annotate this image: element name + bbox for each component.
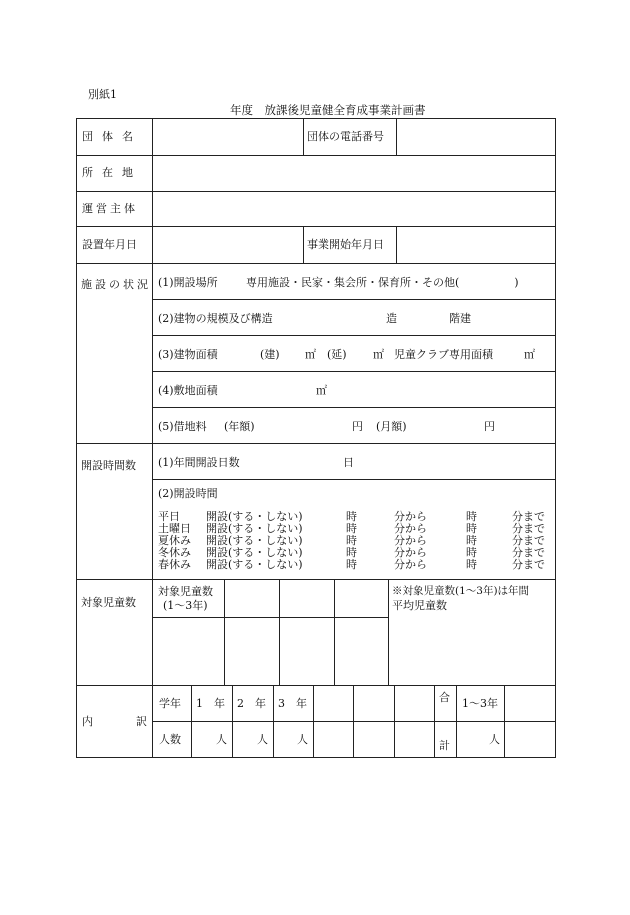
facility-area-m2c: ㎡ [524,348,535,361]
row-line [152,335,556,336]
row-line [76,443,556,444]
schedule-open: 開設(する・しない) [206,558,303,571]
row-line [76,191,556,192]
breakdown-grade3: 3 年 [278,697,307,710]
schedule-ji1: 時 [346,558,357,571]
label-start-date: 事業開始年月日 [307,238,384,251]
schedule-from: 分から [394,546,427,559]
label-phone: 団体の電話番号 [307,130,384,143]
breakdown-total-2: 計 [439,739,450,752]
schedule-day: 土曜日 [158,522,191,535]
col-line [232,685,233,758]
schedule-ji2-column [466,511,477,571]
schedule-from-column [394,511,427,571]
facility-area-label: (3)建物面積 [158,348,218,361]
label-breakdown-2: 訳 [136,715,147,728]
row-line [76,263,556,264]
children-note-1: ※対象児童数(1〜3年)は年間 [392,585,530,597]
breakdown-nin1: 人 [216,733,227,746]
facility-structure-label: (2)建物の規模及び構造 [158,312,273,325]
schedule-from: 分から [394,522,427,535]
schedule-until-column [512,511,545,571]
breakdown-range: 1〜3年 [462,697,498,710]
facility-area-m2b: ㎡ [373,348,384,361]
label-facility: 施設の状況 [81,278,151,291]
schedule-open-column [206,511,303,571]
schedule-day: 春休み [158,558,191,571]
col-line [224,579,225,685]
label-org-name: 団体名 [82,130,142,143]
facility-structure-kai: 階建 [449,312,471,325]
row-line [152,479,556,480]
facility-area-ken: (建) [260,348,280,361]
facility-rent-label: (5)借地料 [158,420,207,433]
col-line [396,118,397,155]
row-line [152,299,556,300]
col-line [353,685,354,758]
row-line [76,579,556,580]
facility-area-m2a: ㎡ [305,348,316,361]
facility-area-club: 児童クラブ専用面積 [394,348,493,361]
schedule-from: 分から [394,534,427,547]
label-established: 設置年月日 [82,238,137,251]
facility-area-en: (延) [327,348,347,361]
facility-place-options: 専用施設・民家・集会所・保育所・その他( ) [246,276,519,289]
breakdown-nin3: 人 [297,733,308,746]
col-line [191,685,192,758]
schedule-until: 分まで [512,558,545,571]
row-line [76,155,556,156]
col-line [303,226,304,263]
schedule-open: 開設(する・しない) [206,534,303,547]
schedule-day-column [158,511,191,571]
schedule-until: 分まで [512,510,545,523]
schedule-from: 分から [394,558,427,571]
label-operator: 運営主体 [82,202,138,215]
label-location: 所在地 [82,166,142,179]
breakdown-count: 人数 [159,733,181,746]
border-right [555,118,556,758]
schedule-until: 分まで [512,522,545,535]
schedule-ji1: 時 [346,510,357,523]
children-note-2: 平均児童数 [392,599,447,612]
row-line [152,371,556,372]
schedule-ji2: 時 [466,558,477,571]
col-line [394,685,395,758]
children-count-label-2: (1〜3年) [163,599,208,612]
appendix-label: 別紙1 [88,88,117,101]
label-breakdown-1: 内 [82,715,93,728]
hours-time-label: (2)開設時間 [158,487,218,500]
schedule-until: 分まで [512,546,545,559]
schedule-ji2: 時 [466,522,477,535]
facility-rent-month: (月額) [376,420,407,433]
schedule-open: 開設(する・しない) [206,546,303,559]
children-count-label-1: 対象児童数 [158,585,213,598]
schedule-ji1-column [346,511,357,571]
facility-rent-yen1: 円 [352,420,363,433]
schedule-day: 冬休み [158,546,191,559]
row-line [76,226,556,227]
col-line [313,685,314,758]
breakdown-grade2: 2 年 [237,697,266,710]
row-line [76,685,556,686]
row-line [152,721,556,722]
breakdown-total-1: 合 [439,691,450,704]
schedule-ji2: 時 [466,546,477,559]
schedule-until: 分まで [512,534,545,547]
schedule-from: 分から [394,510,427,523]
schedule-day: 夏休み [158,534,191,547]
label-divider [152,118,153,758]
col-line [388,579,389,685]
col-line [279,579,280,685]
form-title: 年度 放課後児童健全育成事業計画書 [230,103,426,117]
breakdown-grade: 学年 [159,697,181,710]
facility-site-m2: ㎡ [316,384,327,397]
row-line [152,617,388,618]
col-line [273,685,274,758]
col-line [434,685,435,758]
facility-rent-year: (年額) [224,420,255,433]
row-line [152,407,556,408]
label-children: 対象児童数 [81,596,136,609]
facility-rent-yen2: 円 [484,420,495,433]
border-bottom [76,757,556,758]
schedule-ji1: 時 [346,522,357,535]
breakdown-grade1: 1 年 [196,697,225,710]
hours-days-label: (1)年間開設日数 [158,456,240,469]
breakdown-nin2: 人 [257,733,268,746]
col-line [334,579,335,685]
schedule-open: 開設(する・しない) [206,510,303,523]
schedule-open: 開設(する・しない) [206,522,303,535]
schedule-ji2: 時 [466,534,477,547]
col-line [504,685,505,758]
hours-days-unit: 日 [343,456,354,469]
schedule-ji1: 時 [346,546,357,559]
border-top [76,118,556,119]
label-open-days: 開設時間数 [81,459,136,472]
schedule-day: 平日 [158,510,180,523]
facility-structure-zo: 造 [386,312,397,325]
schedule-ji2: 時 [466,510,477,523]
breakdown-nin-total: 人 [489,733,500,746]
plan-form [76,118,556,758]
schedule-ji1: 時 [346,534,357,547]
col-line [396,226,397,263]
facility-site-label: (4)敷地面積 [158,384,218,397]
col-line [456,685,457,758]
border-left [76,118,77,758]
col-line [303,118,304,155]
facility-place-label: (1)開設場所 [158,276,218,289]
